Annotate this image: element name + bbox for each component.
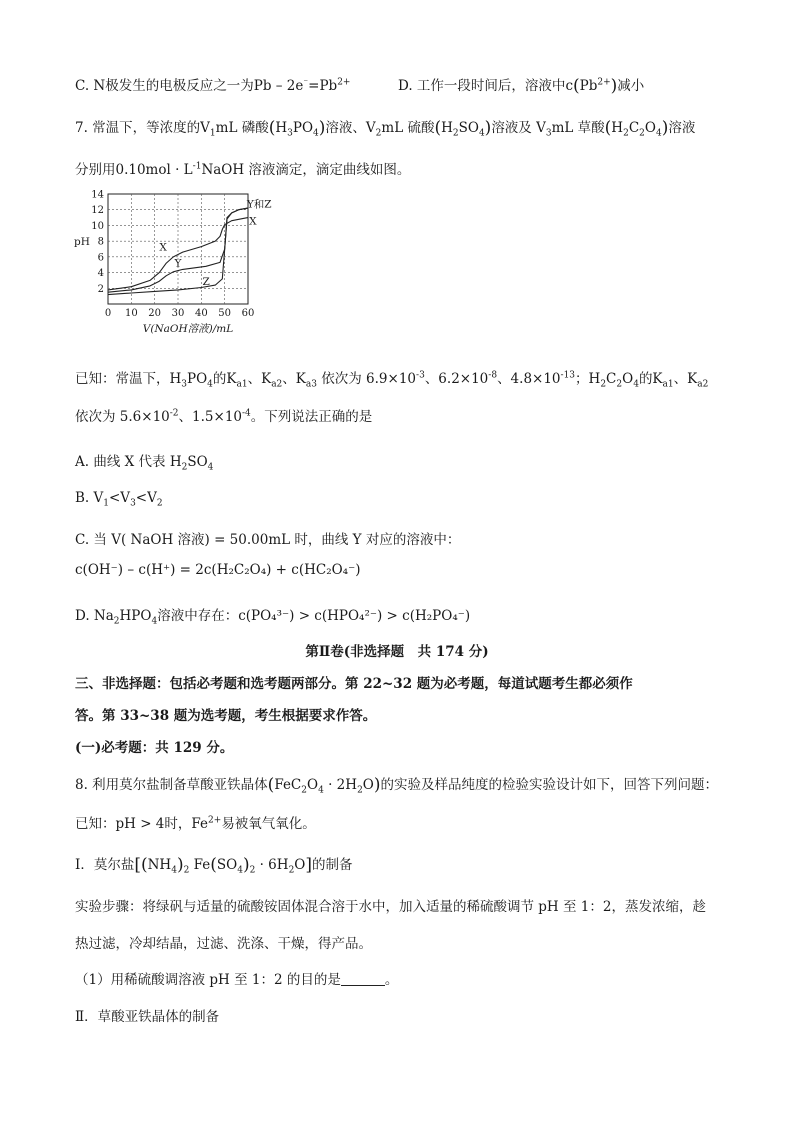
q8-subquestion-1: （1）用稀硫酸调溶液 pH 至 1：2 的目的是 。 <box>75 972 399 988</box>
y-tick-label: 8 <box>97 236 104 248</box>
q7-option-d: D. $Na_2HPO_4$溶液中存在：c(PO₄³⁻) > c(HPO₄²⁻) > c(H₂PO₄⁻) <box>75 608 471 627</box>
q6-option-c: C. N极发生的电极反应之一为$Pb - 2e^{^-}=Pb^{2+}$ <box>75 77 351 94</box>
label-z: Z <box>202 276 210 289</box>
q7-known-line1: 已知：常温下，$H_3PO_4$的$K_{a1}$、$K_{a2}$、$K_{a3}$ 依次为 $6.9\times 10^{-3}$、$6.2\times 10^{-8}$、$4.8\times 10^{-13}$；$H_2C_2O_4$的$K_{a1}$、$K_{a2}$ <box>75 370 709 390</box>
label-y: Y <box>174 257 182 270</box>
q8-stem: 8. 利用莫尔盐制备草酸亚铁晶体$(FeC_2O_4 \cdot 2H_2O)$的实验及样品纯度的检验实验设计如下，回答下列问题： <box>75 775 719 796</box>
section-title: 第Ⅱ卷(非选择题 共 174 分) <box>305 644 489 660</box>
x-tick-label: 0 <box>104 308 112 319</box>
y-tick-label: 12 <box>91 205 104 217</box>
x-axis-label: V(NaOH溶液)/mL <box>142 323 234 335</box>
x-tick-label: 40 <box>194 308 208 319</box>
q8-known: 已知：pH > 4时，$Fe^{2+}$易被氧气氧化。 <box>75 815 316 832</box>
y-axis-label: pH <box>74 236 90 249</box>
section-sub: (一)必考题：共 129 分。 <box>75 740 234 756</box>
q7-known-line2: 依次为 $5.6\times 10^{-2}$、$1.5\times 10^{-4}$。下列说法正确的是 <box>75 408 373 425</box>
q7-option-c-equation: c(OH⁻) – c(H⁺) = 2c(H₂C₂O₄) + c(HC₂O₄⁻) <box>75 562 361 578</box>
y-tick-label: 10 <box>91 220 104 232</box>
section-para2: 答。第 33~38 题为选考题，考生根据要求作答。 <box>75 708 377 724</box>
y-tick-label: 14 <box>91 189 104 201</box>
x-tick-label: 60 <box>241 308 255 319</box>
x-tick-label: 10 <box>124 308 138 319</box>
titration-chart <box>70 184 290 354</box>
q7-stem-line2: 分别用$0.10mol \cdot L^{-1}NaOH$ 溶液滴定，滴定曲线如图。 <box>75 161 411 178</box>
x-tick-label: 50 <box>218 308 232 319</box>
y-tick-label: 6 <box>97 252 104 264</box>
q6-option-d: D. 工作一段时间后，溶液中$c(Pb^{2+})$减小 <box>398 76 645 96</box>
chart-ticks <box>91 190 254 320</box>
q7-option-a: A. 曲线 X 代表 $H_2SO_4$ <box>75 454 214 473</box>
q7-stem-line1: 7. 常温下，等浓度的$V_1mL$ 磷酸$(H_3PO_4)$溶液、$V_2mL$ 硫酸$(H_2SO_4)$溶液及 $V_3mL$ 草酸$(H_2C_2O_4)$溶液 <box>75 118 696 139</box>
x-tick-label: 30 <box>171 308 185 319</box>
label-x: X <box>159 241 167 254</box>
answer-blank[interactable] <box>341 973 385 986</box>
q7-option-b: B. $V_1<V_3<V_2$ <box>75 490 163 509</box>
q8-part2: Ⅱ．草酸亚铁晶体的制备 <box>75 1009 220 1025</box>
q8-steps-line2: 热过滤，冷却结晶，过滤、洗涤、干燥，得产品。 <box>75 936 372 952</box>
section-para1: 三、非选择题：包括必考题和选考题两部分。第 22~32 题为必考题，每道试题考生都必须作 <box>75 676 633 692</box>
x-tick-label: 20 <box>148 308 162 319</box>
q8-part1: Ⅰ．莫尔盐[$(NH_4)_2$ $Fe(SO_4)_2 \cdot 6H_2O$]的制备 <box>75 855 353 876</box>
label-yz-end: Y和Z <box>246 198 272 211</box>
y-tick-label: 4 <box>97 268 104 280</box>
q7-option-c: C. 当 V( NaOH 溶液) = 50.00mL 时，曲线 Y 对应的溶液中： <box>75 532 461 548</box>
y-tick-label: 2 <box>97 283 104 295</box>
q8-steps-line1: 实验步骤：将绿矾与适量的硫酸铵固体混合溶于水中，加入适量的稀硫酸调节 pH 至 1：2，蒸发浓缩，趁 <box>75 899 706 915</box>
label-x-end: X <box>249 215 257 228</box>
